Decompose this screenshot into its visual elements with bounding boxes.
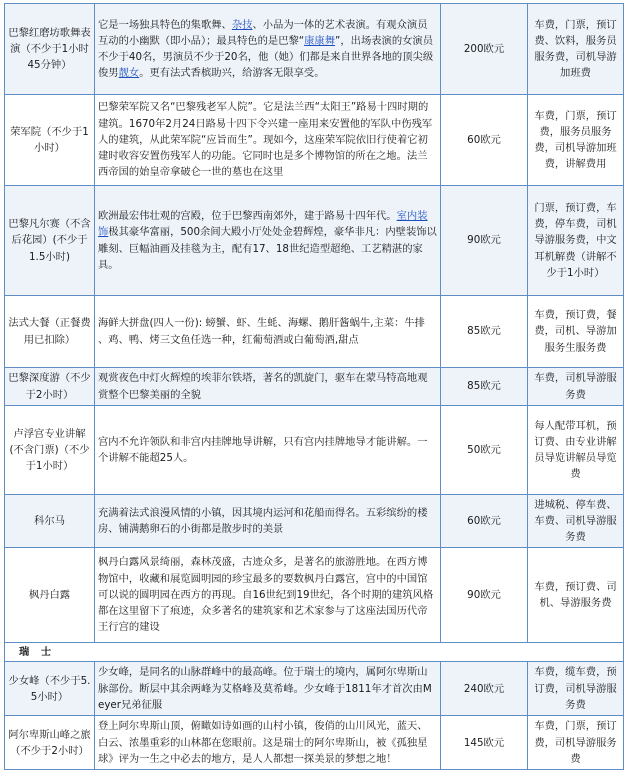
item-includes: 车费，预订费，餐费，司机、导游加服务生服务费 <box>528 296 624 368</box>
item-description: 少女峰，是同名的山脉群峰中的最高峰。位于瑞士的境内，属阿尔卑斯山脉部份。断层中其余两峰为艾格峰及莫希峰。少女峰于1811年才首次由Meyer兄弟征服 <box>95 662 441 716</box>
item-name: 巴黎深度游（不少于2小时） <box>5 368 95 406</box>
item-price: 60欧元 <box>441 495 528 548</box>
table-row <box>5 548 624 643</box>
section-header-row <box>5 643 624 662</box>
table-row <box>5 4 624 95</box>
section-title: 瑞 士 <box>5 643 624 662</box>
item-name: 科尔马 <box>5 495 95 548</box>
item-price: 145欧元 <box>441 716 528 770</box>
link-cancan[interactable]: 康康舞 <box>304 34 336 47</box>
item-name: 卢浮宫专业讲解(不含门票)（不少于1小时） <box>5 406 95 495</box>
item-includes: 车费，门票，预订费，司机导游服务费 <box>528 716 624 770</box>
item-price: 200欧元 <box>441 4 528 95</box>
item-description: 宫内不允许领队和非宫内挂牌地导讲解，只有宫内挂牌地导才能讲解。一个讲解不能超25人。 <box>95 406 441 495</box>
excursion-price-table <box>4 3 624 770</box>
link-beauty[interactable]: 靓女 <box>118 67 140 80</box>
item-description: 观赏夜色中灯火辉煌的埃菲尔铁塔，著名的凯旋门，驱车在蒙马特高地观赏整个巴黎美丽的全貌 <box>95 368 441 406</box>
item-description: 海鲜大拼盘(四人一份): 螃蟹、虾、生蚝、海螺、鹅肝酱蜗牛,主菜：牛排 、鸡、鸭、烤三文鱼任选一种，红葡萄酒或白葡萄酒,甜点 <box>95 296 441 368</box>
item-description: 它是一场独具特色的集歌舞、杂技、小品为一体的艺术表演。有观众演员互动的小幽默（即小品）；最具特色的是巴黎“康康舞”，出场表演的女演员不少于40名，男演员不少于20名，他（她）们都是来自世界各地的顶尖级俊男靓女。更有法式香槟助兴，给游客无限享受。 <box>95 4 441 95</box>
table-row <box>5 406 624 495</box>
item-description: 欧洲最宏伟壮观的宫殿，位于巴黎西南郊外，建于路易十四年代。室内装饰极其豪华富丽，500余间大殿小厅处处金碧辉煌，豪华非凡：内壁装饰以雕刻、巨幅油画及挂毯为主，配有17、18世纪造型超绝、工艺精湛的家具。 <box>95 186 441 296</box>
table-row <box>5 95 624 186</box>
item-includes: 车费，门票，预订费，服务员服务费，司机导游加班费，讲解费用 <box>528 95 624 186</box>
table-row <box>5 662 624 716</box>
table-row <box>5 368 624 406</box>
item-name: 巴黎凡尔赛（不含后花园）(不少于1.5小时) <box>5 186 95 296</box>
link-acrobatics[interactable]: 杂技 <box>231 18 253 31</box>
item-price: 60欧元 <box>441 95 528 186</box>
table-row <box>5 296 624 368</box>
item-description: 枫丹白露风景绮丽，森林茂盛，古迹众多，是著名的旅游胜地。在西方博物馆中，收藏和展览圆明园的珍宝最多的要数枫丹白露宫，宫中的中国馆可以说的圆明园在西方的再现。自16世纪到19世纪，各个时期的建筑风格都在这里留下了痕迹，众多著名的建筑家和艺术家参与了这座法国历代帝王行宫的建设 <box>95 548 441 643</box>
table-row <box>5 495 624 548</box>
item-name: 少女峰（不少于5.5小时） <box>5 662 95 716</box>
item-includes: 车费，缆车费，预订费，司机导游服务费 <box>528 662 624 716</box>
item-name: 法式大餐（正餐费用已扣除） <box>5 296 95 368</box>
item-description: 巴黎荣军院又名“巴黎残老军人院”。它是法兰西“太阳王”路易十四时期的建筑。1670年2月24日路易十四下令兴建一座用来安置他的军队中伤残军人的建筑，从此荣军院“应旨而生”。现如今，这座荣军院依旧行使着它初建时收容安置伤残军人的功能。它同时也是多个博物馆的所在之地。法兰西帝国的始皇帝拿破仑一世的墓也在这里 <box>95 95 441 186</box>
item-price: 85欧元 <box>441 296 528 368</box>
item-includes: 车费，司机导游服务费 <box>528 368 624 406</box>
item-price: 85欧元 <box>441 368 528 406</box>
item-price: 90欧元 <box>441 548 528 643</box>
item-name: 枫丹白露 <box>5 548 95 643</box>
table-row <box>5 186 624 296</box>
item-description: 充满着法式浪漫风情的小镇，因其境内运河和花船而得名。五彩缤纷的楼房、铺满鹅卵石的小街都是散步时的美景 <box>95 495 441 548</box>
item-name: 巴黎红磨坊歌舞表演（不少于1小时45分钟） <box>5 4 95 95</box>
table-row <box>5 716 624 770</box>
item-price: 240欧元 <box>441 662 528 716</box>
item-name: 荣军院（不少于1小时） <box>5 95 95 186</box>
item-includes: 进城税、停车费、车费、司机导游服务费 <box>528 495 624 548</box>
item-includes: 每人配带耳机，预订费、由专业讲解员导览讲解员导览费 <box>528 406 624 495</box>
item-includes: 车费，预订费、司机、导游服务费 <box>528 548 624 643</box>
item-description: 登上阿尔卑斯山顶，俯瞰如诗如画的山村小镇，俊俏的山川风光，蓝天、白云、浓墨重彩的山林都在您眼前。这是瑞士的阿尔卑斯山，被《孤独星球》评为一生之中必去的地方，是人人都想一探美景的梦想之地！ <box>95 716 441 770</box>
item-includes: 门票，预订费，车费，停车费，司机导游服务费，中文耳机解费（讲解不少于1小时） <box>528 186 624 296</box>
link-interior-decoration[interactable]: 室内装饰 <box>98 210 428 239</box>
item-includes: 车费，门票，预订费、饮料，服务员服务费，司机导游加班费 <box>528 4 624 95</box>
item-price: 90欧元 <box>441 186 528 296</box>
item-price: 50欧元 <box>441 406 528 495</box>
item-name: 阿尔卑斯山峰之旅（不少于2小时） <box>5 716 95 770</box>
